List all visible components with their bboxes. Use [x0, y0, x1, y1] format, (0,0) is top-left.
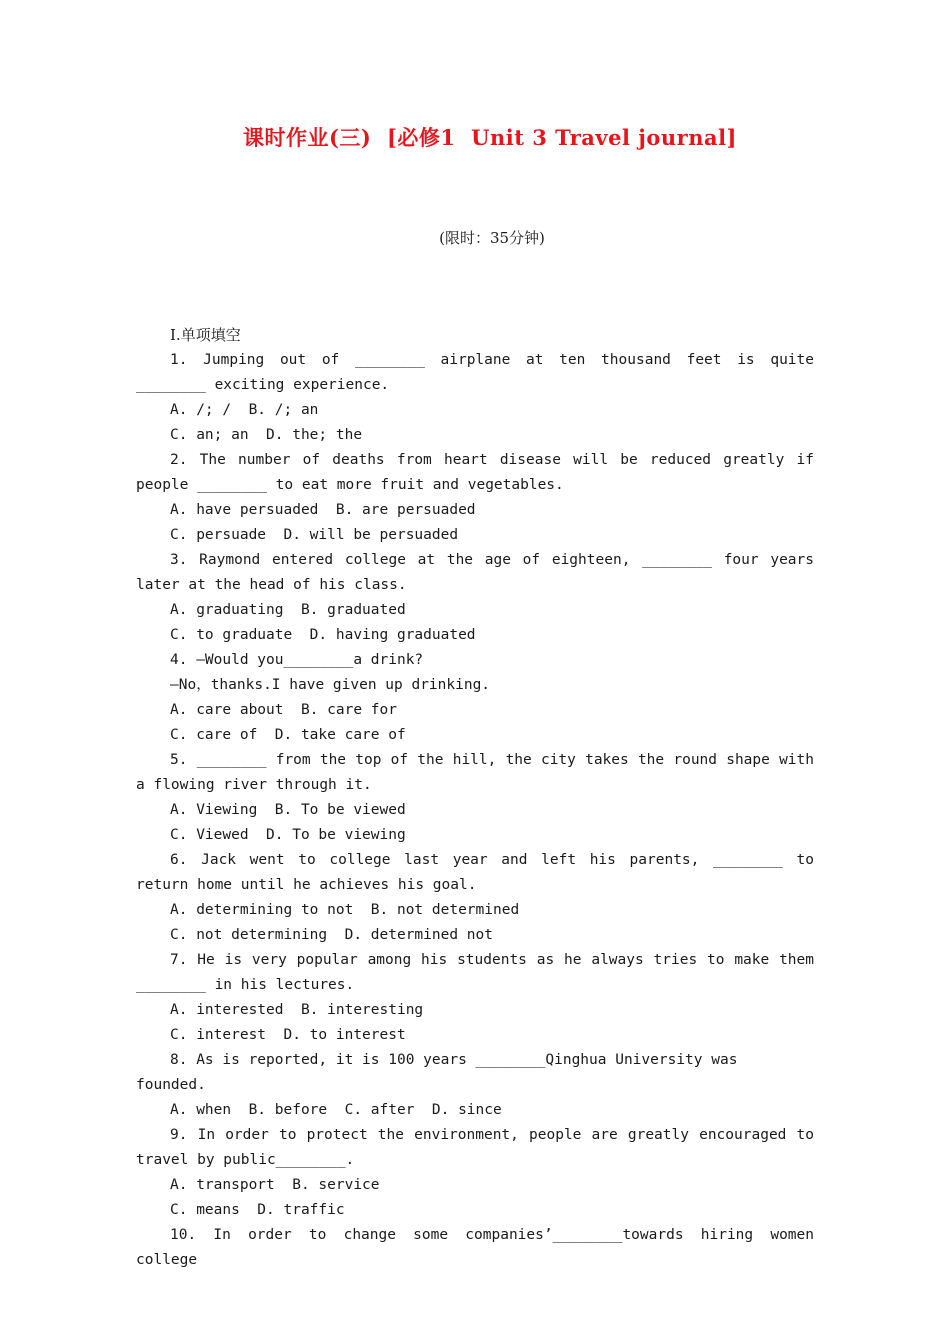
time-limit: (限时：35分钟): [439, 229, 545, 247]
question-2: [136, 448, 814, 548]
question-stem: 9. In order to protect the environment, people are greatly encouraged to travel by public________.: [136, 1127, 814, 1168]
question-stem: 5. ________ from the top of the hill, the city takes the round shape with a flowing river through it.: [136, 752, 814, 793]
question-options: C. interest D. to interest: [170, 1027, 406, 1043]
question-dialogue-reply: —No，thanks.I have given up drinking.: [170, 677, 491, 693]
question-options: A. determining to not B. not determined: [170, 902, 520, 918]
question-options: A. have persuaded B. are persuaded: [170, 502, 476, 518]
question-options: A. when B. before C. after D. since: [170, 1102, 502, 1118]
question-stem: 7. He is very popular among his students as he always tries to make them ________ in his lectures.: [136, 952, 814, 993]
question-9: [136, 1123, 814, 1223]
question-options: C. not determining D. determined not: [170, 927, 494, 943]
question-stem: 2. The number of deaths from heart disease will be reduced greatly if people ________ to eat more fruit and vegetables.: [136, 452, 814, 493]
question-options: C. Viewed D. To be viewing: [170, 827, 406, 843]
question-stem: 10. In order to change some companies’________towards hiring women college: [136, 1227, 814, 1268]
question-options: C. means D. traffic: [170, 1202, 345, 1218]
question-options: A. /; / B. /; an: [170, 402, 319, 418]
question-1: [136, 348, 814, 448]
question-10: [136, 1223, 814, 1273]
question-4: [136, 648, 814, 748]
exercise-content: [136, 323, 814, 1273]
question-5: [136, 748, 814, 848]
question-options: C. persuade D. will be persuaded: [170, 527, 459, 543]
question-7: [136, 948, 814, 1048]
question-stem: 1. Jumping out of ________ airplane at ten thousand feet is quite ________ exciting experience.: [136, 352, 814, 393]
section-title: Ⅰ.单项填空: [170, 326, 241, 344]
question-options: A. transport B. service: [170, 1177, 380, 1193]
question-3: [136, 548, 814, 648]
question-options: A. graduating B. graduated: [170, 602, 406, 618]
question-options: C. to graduate D. having graduated: [170, 627, 476, 643]
question-options: C. care of D. take care of: [170, 727, 406, 743]
question-stem: 8. As is reported, it is 100 years ________Qinghua University was founded.: [136, 1052, 738, 1093]
page-title: 课时作业(三) [必修1 Unit 3 Travel journal]: [242, 125, 737, 150]
question-options: A. interested B. interesting: [170, 1002, 424, 1018]
question-6: [136, 848, 814, 948]
question-8: [136, 1048, 814, 1123]
question-stem: 4. —Would you________a drink?: [170, 652, 424, 668]
question-options: A. Viewing B. To be viewed: [170, 802, 406, 818]
question-stem: 6. Jack went to college last year and left his parents, ________ to return home until he achieves his goal.: [136, 852, 814, 893]
question-stem: 3. Raymond entered college at the age of eighteen, ________ four years later at the head of his class.: [136, 552, 814, 593]
question-options: C. an; an D. the; the: [170, 427, 363, 443]
question-options: A. care about B. care for: [170, 702, 397, 718]
